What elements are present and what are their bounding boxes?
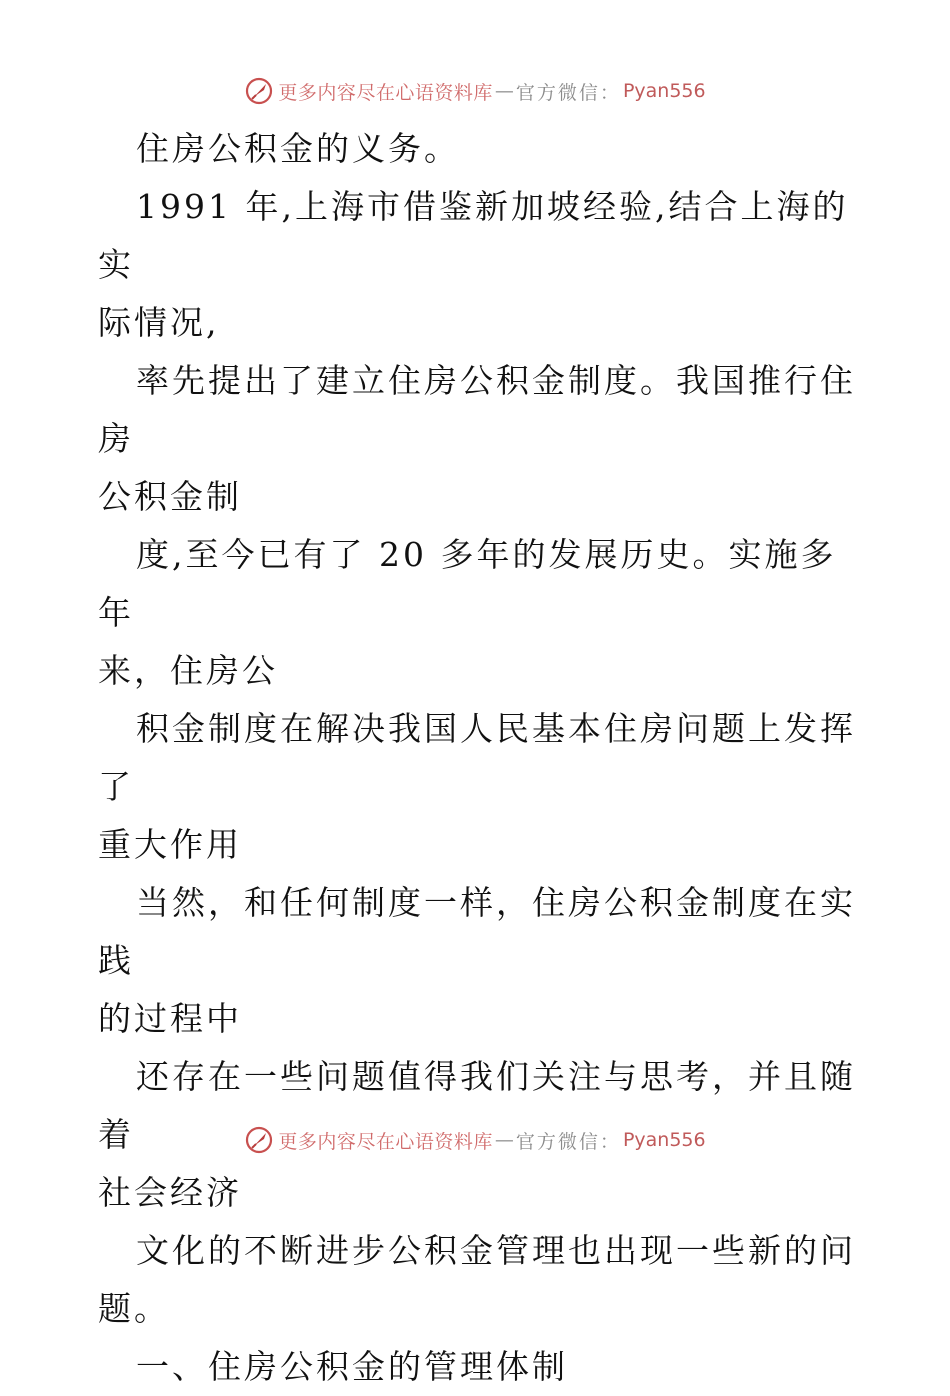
paragraph: 重大作用 bbox=[98, 825, 242, 864]
paragraph: 来，住房公 bbox=[98, 651, 278, 690]
watermark-id: Pyan556 bbox=[622, 80, 706, 102]
paragraph: 文化的不断进步公积金管理也出现一些新的问 bbox=[136, 1231, 856, 1270]
paragraph: 的过程中 bbox=[98, 999, 242, 1038]
paragraph: 还存在一些问题值得我们关注与思考，并且随着 bbox=[98, 1057, 856, 1154]
watermark-id: Pyan556 bbox=[622, 1129, 706, 1151]
quill-seal-icon bbox=[244, 1125, 274, 1155]
paragraph: 积金制度在解决我国人民基本住房问题上发挥了 bbox=[98, 709, 856, 806]
paragraph: 1991 年,上海市借鉴新加坡经验,结合上海的实 bbox=[98, 187, 849, 284]
quill-seal-icon bbox=[244, 76, 274, 106]
paragraph: 际情况, bbox=[98, 303, 220, 342]
footer-watermark bbox=[0, 1125, 950, 1155]
watermark-text: 更多内容尽在心语资料库 bbox=[278, 81, 493, 104]
paragraph: 当然，和任何制度一样，住房公积金制度在实践 bbox=[98, 883, 856, 980]
paragraph: 社会经济 bbox=[98, 1173, 242, 1212]
paragraph: 题。 bbox=[98, 1289, 170, 1328]
header-watermark bbox=[0, 76, 950, 106]
section-heading: 一、住房公积金的管理体制 bbox=[136, 1347, 568, 1386]
paragraph: 公积金制 bbox=[98, 477, 242, 516]
document-body bbox=[98, 120, 858, 1396]
watermark-label: 官方微信： bbox=[515, 1130, 621, 1153]
paragraph: 率先提出了建立住房公积金制度。我国推行住房 bbox=[98, 361, 856, 458]
paragraph: 住房公积金的义务。 bbox=[136, 129, 460, 168]
watermark-separator: — bbox=[494, 80, 514, 102]
watermark-separator: — bbox=[494, 1129, 514, 1151]
watermark-label: 官方微信： bbox=[515, 81, 621, 104]
paragraph: 度,至今已有了 20 多年的发展历史。实施多年 bbox=[98, 535, 837, 632]
watermark-text: 更多内容尽在心语资料库 bbox=[278, 1130, 493, 1153]
